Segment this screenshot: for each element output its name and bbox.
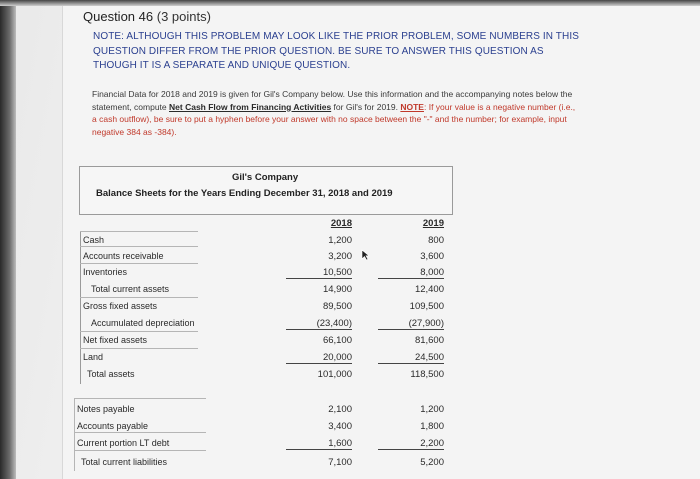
monitor-bezel [0, 0, 16, 479]
row-label-total-assets: Total assets [87, 369, 135, 379]
value-2019-current-portion-lt-debt: 2,200 [378, 438, 444, 450]
instructions-text-1: Financial Data for 2018 and 2019 is given for Gil's Company below. Use this information and the accompanying notes below the statement, compute [92, 89, 573, 112]
value-2018-accounts-receivable: 3,200 [328, 251, 352, 262]
instructions-text-2: for Gil's for 2019. [331, 101, 401, 112]
value-2019-net-fixed-assets: 81,600 [414, 335, 444, 346]
value-2019-accounts-payable: 1,800 [420, 421, 444, 432]
value-2019-total-current-liabilities: 5,200 [420, 457, 444, 468]
value-2019-accumulated-depreciation: (27,900) [378, 318, 444, 330]
instructions-note-keyword: NOTE [400, 101, 424, 112]
value-2019-gross-fixed-assets: 109,500 [409, 301, 444, 312]
row-label-inventories: Inventories [83, 267, 128, 277]
row-divider [80, 297, 198, 298]
statement-company: Gil's Company [232, 172, 299, 183]
value-2018-total-assets: 101,000 [317, 369, 352, 380]
value-2018-total-current-assets: 14,900 [322, 284, 352, 295]
value-2018-net-fixed-assets: 66,100 [322, 335, 352, 346]
row-divider [80, 246, 198, 247]
row-label-total-current-assets: Total current assets [91, 284, 170, 294]
liabilities-label-border [74, 398, 75, 471]
row-label-land: Land [83, 352, 104, 362]
value-2018-gross-fixed-assets: 89,500 [322, 301, 352, 312]
question-title: Question 46 [83, 9, 154, 24]
question-points: (3 points) [156, 9, 211, 24]
row-divider [80, 348, 198, 349]
value-2019-total-current-assets: 12,400 [414, 284, 444, 295]
value-2018-inventories: 10,500 [286, 267, 352, 279]
row-divider [74, 398, 206, 399]
monitor-bezel-top [0, 0, 700, 6]
row-divider [74, 450, 206, 451]
value-2019-total-assets: 118,500 [410, 369, 444, 380]
value-2018-accounts-payable: 3,400 [328, 421, 352, 432]
question-note: NOTE: ALTHOUGH THIS PROBLEM MAY LOOK LIKE THE PRIOR PROBLEM, SOME NUMBERS IN THIS QUESTION DIFFER FROM THE PRIOR QUESTION. BE SURE TO ANSWER THIS QUESTION AS THOUGH IT IS A SEPARATE AND UNIQUE QUESTION. [93, 31, 579, 71]
value-2019-land: 24,500 [378, 352, 444, 364]
row-label-cash: Cash [83, 235, 105, 245]
row-divider [74, 432, 206, 433]
instructions-emphasis: Net Cash Flow from Financing Activities [169, 101, 332, 112]
assets-label-border [80, 231, 81, 384]
row-label-current-portion-lt-debt: Current portion LT debt [77, 438, 170, 448]
column-header-2018: 2018 [330, 218, 352, 229]
question-instructions [92, 88, 582, 138]
value-2018-land: 20,000 [286, 352, 352, 364]
mouse-pointer-icon [361, 249, 370, 261]
statement-title: Balance Sheets for the Years Ending December 31, 2018 and 2019 [96, 188, 393, 199]
value-2019-notes-payable: 1,200 [420, 404, 444, 415]
value-2019-accounts-receivable: 3,600 [420, 251, 444, 262]
row-divider [80, 331, 198, 332]
row-divider [80, 231, 198, 232]
value-2019-inventories: 8,000 [378, 267, 444, 279]
column-header-2019: 2019 [422, 218, 444, 229]
question-heading [83, 9, 211, 24]
instructions-text-3: : If your value is a negative number (i.e., a cash outflow), be sure to put a hyphen before your answer with no space between the "-" and the number; for example, input negative 384 as -384). [92, 101, 576, 137]
row-label-gross-fixed-assets: Gross fixed assets [83, 301, 158, 311]
row-label-accounts-payable: Accounts payable [77, 421, 149, 431]
row-label-notes-payable: Notes payable [77, 404, 135, 414]
value-2018-cash: 1,200 [328, 235, 352, 246]
row-label-total-current-liabilities: Total current liabilities [81, 457, 168, 467]
value-2018-total-current-liabilities: 7,100 [328, 457, 352, 468]
value-2018-current-portion-lt-debt: 1,600 [286, 438, 352, 450]
row-label-accounts-receivable: Accounts receivable [83, 251, 164, 261]
value-2019-cash: 800 [428, 235, 444, 246]
value-2018-accumulated-depreciation: (23,400) [286, 318, 352, 330]
row-label-net-fixed-assets: Net fixed assets [83, 335, 148, 345]
row-label-accumulated-depreciation: Accumulated depreciation [91, 318, 195, 328]
value-2018-notes-payable: 2,100 [328, 404, 352, 415]
row-divider [80, 263, 198, 264]
